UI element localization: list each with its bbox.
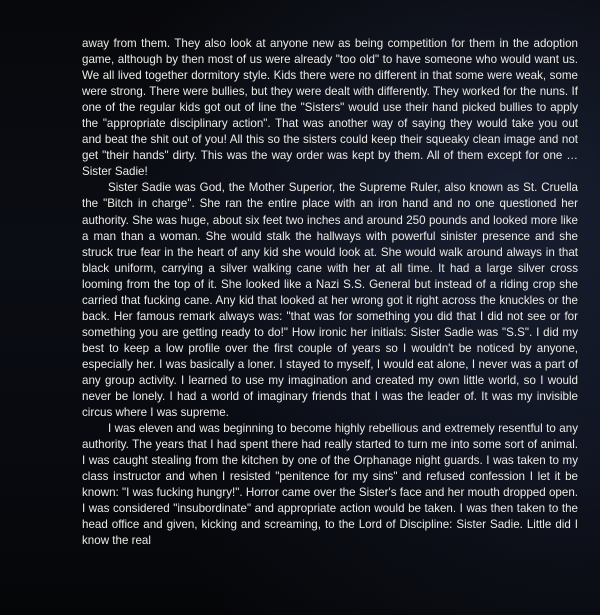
paragraph-3: I was eleven and was beginning to become highly rebellious and extremely resentful to any authority. The years that I had spent there had really started to turn me into some sort of animal. I was caught stealing from the kitchen by one of the Orphanage night guards. I was taken to my class instructor and when I resisted "penitence for my sins" and refused confession I let it be known: "I was fucking hungry!". Horror came over the Sister's face and her mouth dropped open. I was considered "insubordinate" and appropriate action would be taken. I was then taken to the head office and given, kicking and screaming, to the Lord of Discipline: Sister Sadie. Little did I know the real bbox=[82, 422, 578, 548]
body-text bbox=[82, 36, 578, 550]
paragraph-1: away from them. They also look at anyone new as being competition for them in the adoption game, although by then most of us were already "too old" to have someone who would want us. We all lived together dormitory style. Kids there were no different in that some were weak, some were strong. There were bullies, but they were dealt with differently. They worked for the nuns. If one of the regular kids got out of line the "Sisters" would use their hand picked bullies to apply the "appropriate disciplinary action". That was another way of saying they would take you out and beat the shit out of you! All this so the sisters could keep their squeaky clean image and not get "their hands" dirty. This was the way order was kept by them. All of them except for one … Sister Sadie! bbox=[82, 37, 578, 179]
paragraph-2: Sister Sadie was God, the Mother Superior, the Supreme Ruler, also known as St. Cruella the "Bitch in charge". She ran the entire place with an iron hand and no one questioned her authority. She was huge, about six feet two inches and around 250 pounds and looked more like a man than a woman. She would stalk the hallways with powerful sinister presence and she struck true fear in the heart of any kid she would look at. She would walk around always in that black uniform, carrying a silver walking cane with her at all time. It had a large silver cross looming from the top of it. She looked like a Nazi S.S. General but instead of a riding crop she carried that fucking cane. Any kid that looked at her wrong got it right across the knuckles or the back. Her famous remark always was: "that was for something you did that I did not see or for something you are getting ready to do!" How ironic her initials: Sister Sadie was "S.S". I did my best to keep a low profile over the first couple of years so I wouldn't be noticed by anyone, especially her. I was basically a loner. I stayed to myself, I would eat alone, I never was a part of any group activity. I learned to use my imagination and created my own little world, so I would never be lonely. I had a world of imaginary friends that I was the leader of. It was my invisible circus where I was supreme. bbox=[82, 181, 578, 420]
